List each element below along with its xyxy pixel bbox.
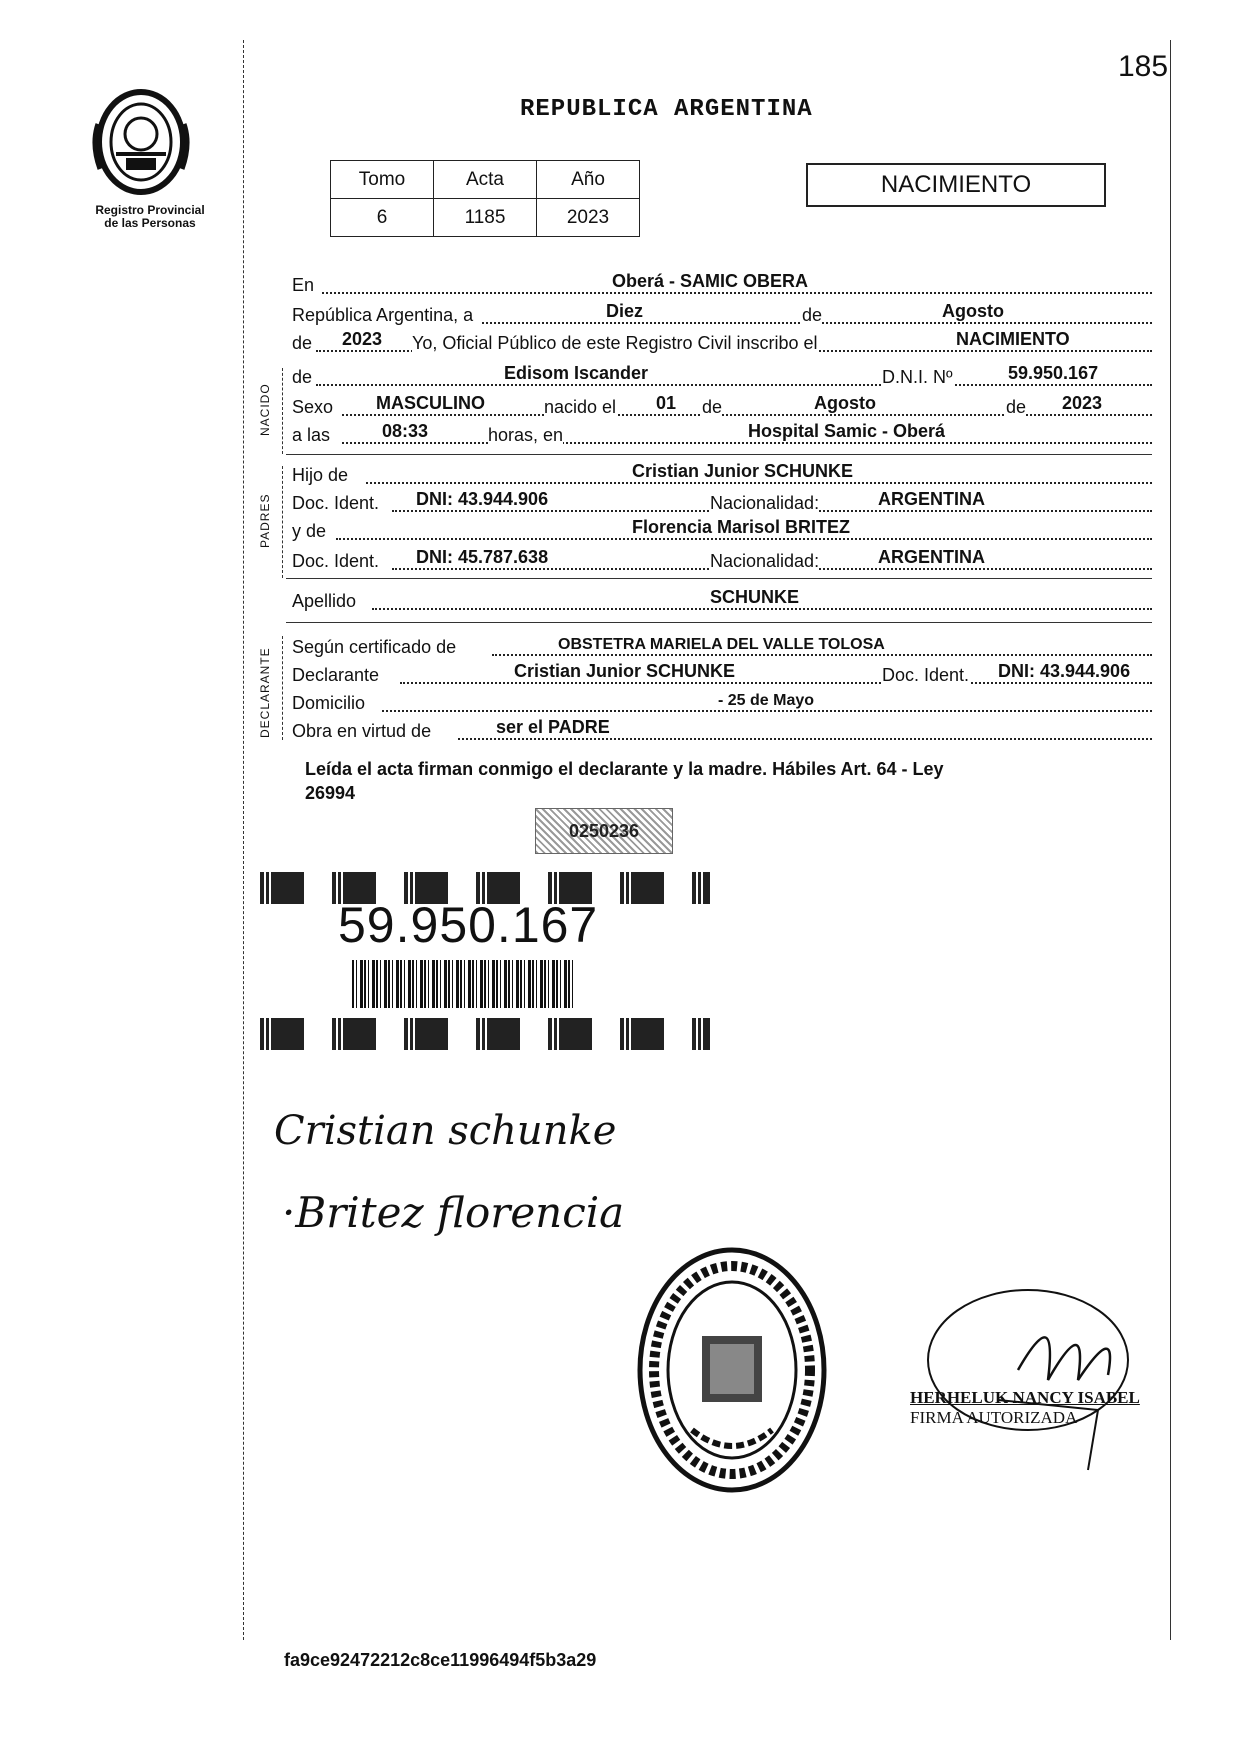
value-dni-nacido: 59.950.167 — [1008, 363, 1099, 383]
value-nacido-dia: 01 — [656, 393, 677, 413]
registry-caption-line1: Registro Provincial — [95, 203, 205, 217]
dots — [372, 608, 1152, 610]
value-doc-declarante: DNI: 43.944.906 — [998, 661, 1131, 681]
label-doc1: Doc. Ident. — [292, 493, 380, 513]
value-hora: 08:33 — [382, 421, 429, 441]
divider — [286, 578, 1152, 579]
legal-note-line1: Leída el acta firman conmigo el declarante y la madre. Hábiles Art. 64 - Ley — [305, 759, 944, 779]
dots — [336, 538, 1152, 540]
page-number: 185 — [1118, 50, 1169, 83]
value-sexo: MASCULINO — [376, 393, 485, 413]
value-certificado: OBSTETRA MARIELA DEL VALLE TOLOSA — [558, 636, 885, 653]
dots — [342, 442, 1152, 444]
value-nac-madre: ARGENTINA — [878, 547, 985, 567]
row-madre — [292, 518, 1152, 542]
official-title: FIRMA AUTORIZADA — [910, 1408, 1078, 1427]
value-inscribe: NACIMIENTO — [956, 329, 1070, 349]
record-table-header — [331, 161, 640, 199]
row-en — [292, 272, 1152, 296]
row-padre — [292, 462, 1152, 486]
header-acta: Acta — [434, 161, 537, 199]
value-nombre: Edisom Iscander — [504, 363, 649, 383]
label-certificado: Según certificado de — [292, 637, 457, 657]
value-doc-padre: DNI: 43.944.906 — [416, 489, 549, 509]
dots — [322, 292, 1152, 294]
row-hora — [292, 422, 1152, 446]
label-alas: a las — [292, 425, 331, 445]
header-tomo: Tomo — [331, 161, 434, 199]
value-anio: 2023 — [537, 199, 640, 237]
record-table — [330, 160, 640, 237]
divider — [286, 622, 1152, 623]
left-margin-line — [243, 40, 244, 1640]
section-label-padres: PADRES — [258, 493, 272, 548]
value-domicilio: - 25 de Mayo — [718, 692, 815, 709]
dots — [366, 482, 1152, 484]
bracket-padres — [282, 466, 283, 578]
value-dia: Diez — [606, 301, 644, 321]
value-nacido-anio: 2023 — [1062, 393, 1103, 413]
row-domicilio — [292, 690, 1152, 714]
registry-seal — [632, 1240, 832, 1505]
label-obra: Obra en virtud de — [292, 721, 432, 741]
security-stamp: 0250236 — [535, 808, 673, 854]
label-apellido: Apellido — [292, 591, 357, 611]
row-certificado — [292, 634, 1152, 658]
value-apellido: SCHUNKE — [710, 587, 800, 607]
value-tomo: 6 — [331, 199, 434, 237]
row-declarante — [292, 662, 1152, 686]
dots — [458, 738, 1152, 740]
value-doc-madre: DNI: 45.787.638 — [416, 547, 549, 567]
legal-note — [305, 757, 1135, 805]
label-de3: de — [292, 367, 313, 387]
document-hash: fa9ce92472212c8ce11996494f5b3a29 — [284, 1650, 597, 1670]
section-label-nacido: NACIDO — [258, 383, 272, 436]
official-name: HERHELUK NANCY ISABEL — [910, 1388, 1140, 1407]
label-doc3: Doc. Ident. — [882, 665, 970, 685]
value-madre: Florencia Marisol BRITEZ — [632, 517, 851, 537]
registry-caption — [84, 204, 216, 230]
row-nombre — [292, 364, 1152, 388]
signature-madre: ·Britez florencia — [282, 1188, 625, 1237]
registry-caption-line2: de las Personas — [104, 216, 196, 230]
id-number: 59.950.167 — [338, 897, 599, 953]
value-declarante: Cristian Junior SCHUNKE — [514, 661, 736, 681]
dots — [382, 710, 1152, 712]
section-label-declarante: DECLARANTE — [258, 647, 272, 738]
label-nacido: nacido el — [544, 397, 617, 417]
row-obra — [292, 718, 1152, 742]
value-acta: 1185 — [434, 199, 537, 237]
dots — [316, 384, 1152, 386]
label-en: En — [292, 275, 315, 295]
label-de4: de — [702, 397, 723, 417]
province-coat-of-arms — [86, 84, 196, 199]
label-yo: Yo, Oficial Público de este Registro Civil inscribo el — [412, 333, 818, 353]
row-fecha — [292, 302, 1152, 326]
label-domicilio: Domicilio — [292, 693, 366, 713]
value-obra: ser el PADRE — [496, 717, 610, 737]
dots — [400, 682, 1152, 684]
official-block — [910, 1388, 1140, 1428]
row-doc-madre — [292, 548, 1152, 572]
label-republica: República Argentina, a — [292, 305, 474, 325]
record-table-values — [331, 199, 640, 237]
value-anio: 2023 — [342, 329, 383, 349]
right-margin-line — [1170, 40, 1171, 1640]
value-padre: Cristian Junior SCHUNKE — [632, 461, 854, 481]
value-mes: Agosto — [942, 301, 1004, 321]
security-pattern-bottom — [260, 1018, 710, 1050]
value-lugar-inscripcion: Oberá - SAMIC OBERA — [612, 271, 809, 291]
label-dni: D.N.I. Nº — [882, 367, 953, 387]
dots — [492, 654, 1152, 656]
label-de5: de — [1006, 397, 1027, 417]
signature-declarante: Cristian schunke — [274, 1108, 617, 1154]
value-lugar-nacimiento: Hospital Samic - Oberá — [748, 421, 946, 441]
official-signature — [918, 1280, 1158, 1485]
header-anio: Año — [537, 161, 640, 199]
row-anio — [292, 330, 1152, 354]
label-nac1: Nacionalidad: — [710, 493, 820, 513]
row-apellido — [292, 588, 1152, 612]
label-de2: de — [292, 333, 313, 353]
row-sexo — [292, 394, 1152, 418]
label-yde: y de — [292, 521, 327, 541]
record-type-box: NACIMIENTO — [806, 163, 1106, 207]
divider — [286, 454, 1152, 455]
label-de: de — [802, 305, 823, 325]
bracket-declarante — [282, 636, 283, 740]
dots — [342, 414, 1152, 416]
label-hijo: Hijo de — [292, 465, 349, 485]
value-nacido-mes: Agosto — [814, 393, 876, 413]
legal-note-line2: 26994 — [305, 783, 356, 803]
barcode — [352, 960, 576, 1008]
label-nac2: Nacionalidad: — [710, 551, 820, 571]
label-sexo: Sexo — [292, 397, 334, 417]
value-nac-padre: ARGENTINA — [878, 489, 985, 509]
bracket-nacido — [282, 368, 283, 454]
document-title: REPUBLICA ARGENTINA — [520, 96, 813, 123]
label-horas: horas, en — [488, 425, 564, 445]
row-doc-padre — [292, 490, 1152, 514]
label-doc2: Doc. Ident. — [292, 551, 380, 571]
label-declarante: Declarante — [292, 665, 380, 685]
